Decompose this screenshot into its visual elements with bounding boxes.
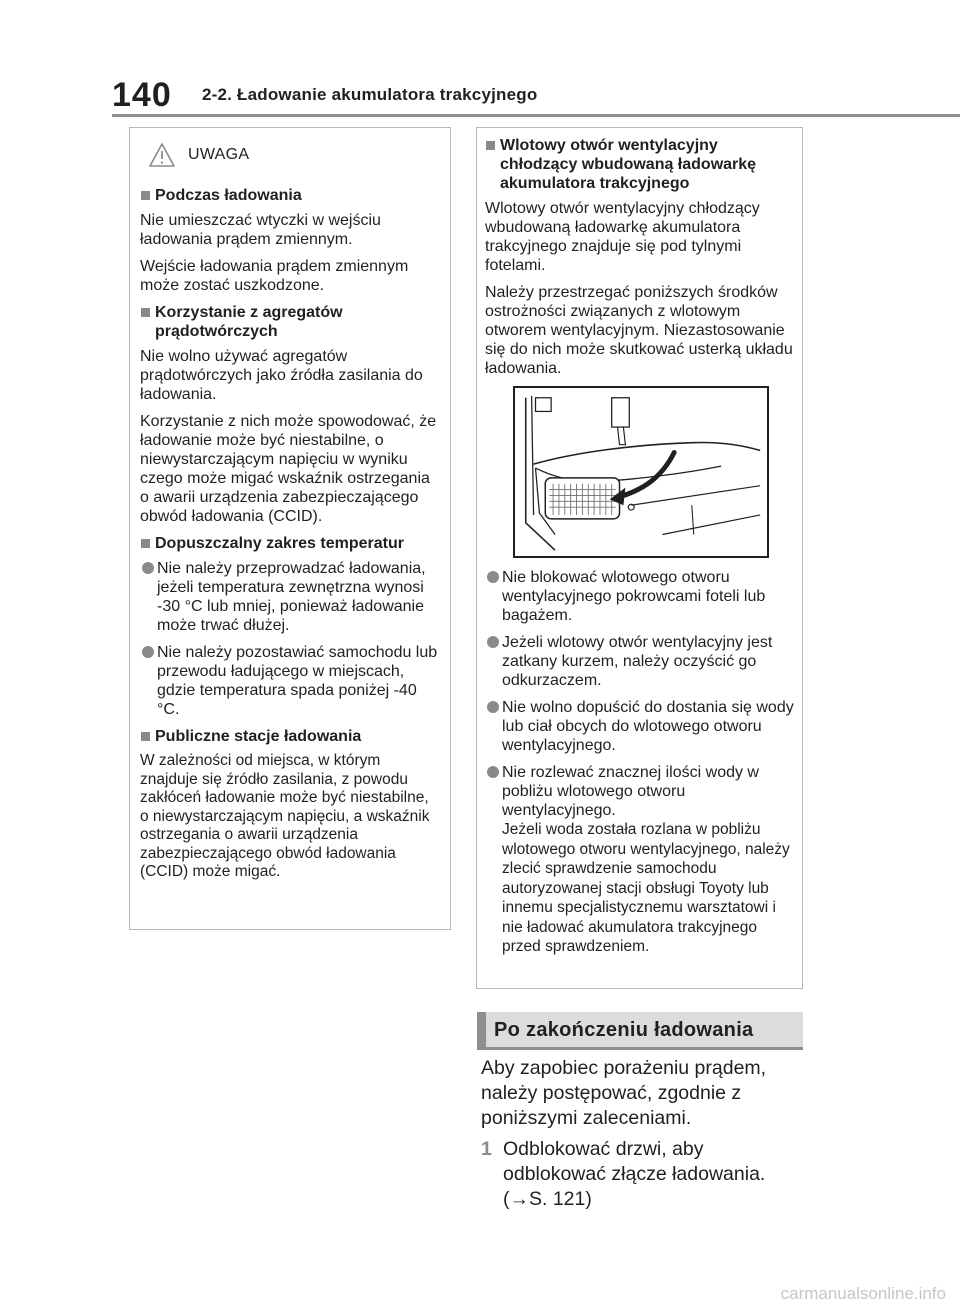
square-bullet-icon xyxy=(141,191,150,200)
list-item: Nie wolno dopuścić do dostania się wody lub ciał obcych do wlotowego otworu wentylacyjnego. xyxy=(485,698,794,755)
warning-triangle-icon xyxy=(148,142,176,168)
round-bullet-icon xyxy=(487,701,499,713)
paragraph: W zależności od miejsca, w którym znajduje się źródło zasilania, z powodu zakłóceń ładowanie może być niestabilne, o niewystarczającym napięciu, a wskaźnik ostrzegania o awarii urządzenia zabezpieczającego obwód ładowania (CCID) może migać. xyxy=(140,752,430,880)
round-bullet-icon xyxy=(142,646,154,658)
warning-box-right xyxy=(476,127,803,989)
page-number: 140 xyxy=(112,76,172,114)
round-bullet-icon xyxy=(487,571,499,583)
subheading: Wlotowy otwór wentylacyjny chłodzący wbudowaną ładowarkę akumulatora trakcyjnego xyxy=(485,136,794,193)
subheading: Podczas ładowania xyxy=(140,186,441,205)
list-item: Jeżeli wlotowy otwór wentylacyjny jest zatkany kurzem, należy oczyścić go odkurzaczem. xyxy=(485,633,794,690)
square-bullet-icon xyxy=(141,539,150,548)
list-item: Nie należy przeprowadzać ładowania, jeżeli temperatura zewnętrzna wynosi -30 °C lub mniej, ponieważ ładowanie może trwać dłużej. xyxy=(140,559,441,635)
round-bullet-icon xyxy=(487,636,499,648)
rear-seat-vent-illustration xyxy=(513,386,769,558)
chapter-title: 2-2. Ładowanie akumulatora trakcyjnego xyxy=(202,85,538,104)
square-bullet-icon xyxy=(486,141,495,150)
round-bullet-icon xyxy=(487,766,499,778)
paragraph: Nie wolno używać agregatów prądotwórczych jako źródła zasilania do ładowania. xyxy=(140,348,423,403)
list-item xyxy=(485,763,794,957)
list-item: Nie należy pozostawiać samochodu lub przewodu ładującego w miejscach, gdzie temperatura spada poniżej -40 °C. xyxy=(140,643,441,719)
page-header xyxy=(0,0,960,118)
header-rule xyxy=(112,114,960,117)
step-text: Odblokować drzwi, aby odblokować złącze ładowania. (→S. 121) xyxy=(503,1138,766,1210)
section-title: Po zakończeniu ładowania xyxy=(494,1019,754,1041)
watermark: carmanualsonline.info xyxy=(780,1284,946,1303)
step-number: 1 xyxy=(481,1138,492,1160)
warning-title: UWAGA xyxy=(188,146,250,163)
round-bullet-icon xyxy=(142,562,154,574)
paragraph: Wlotowy otwór wentylacyjny chłodzący wbudowaną ładowarkę akumulatora trakcyjnego znajduje się pod tylnymi fotelami. xyxy=(485,200,760,274)
warning-box-left xyxy=(129,127,451,930)
paragraph: Nie umieszczać wtyczki w wejściu ładowania prądem zmiennym. xyxy=(140,212,381,248)
paragraph: Należy przestrzegać poniższych środków ostrożności związanych z wlotowym otworem wentylacyjnym. Niezastosowanie się do nich może skutkować usterką układu ładowania. xyxy=(485,284,793,377)
list-item-text: Nie rozlewać znacznej ilości wody w pobliżu wlotowego otworu wentylacyjnego. xyxy=(502,764,759,819)
paragraph: Korzystanie z nich może spowodować, że ładowanie może być niestabilne, o niewystarczającym napięciu w wyniku czego może migać wskaźnik ostrzegania o awarii urządzenia zabezpieczającego obwód ładowania (CCID). xyxy=(140,413,437,525)
warning-header xyxy=(148,142,441,168)
step-item xyxy=(481,1137,811,1212)
list-item-note: Jeżeli woda została rozlana w pobliżu wlotowego otworu wentylacyjnego, należy zlecić sprawdzenie samochodu autoryzowanej stacji obsługi Toyoty lub innemu specjalistycznemu warsztatowi i nie ładować akumulatora trakcyjnego przed sprawdzeniem. xyxy=(502,821,790,955)
square-bullet-icon xyxy=(141,308,150,317)
square-bullet-icon xyxy=(141,732,150,741)
section-heading-bar xyxy=(477,1012,803,1050)
list-item: Nie blokować wlotowego otworu wentylacyjnego pokrowcami foteli lub bagażem. xyxy=(485,568,794,625)
section-intro: Aby zapobiec porażeniu prądem, należy postępować, zgodnie z poniższymi zaleceniami. xyxy=(481,1057,767,1129)
subheading: Dopuszczalny zakres temperatur xyxy=(140,534,441,553)
subheading: Korzystanie z agregatów prądotwórczych xyxy=(140,303,441,341)
paragraph: Wejście ładowania prądem zmiennym może zostać uszkodzone. xyxy=(140,258,409,294)
subheading: Publiczne stacje ładowania xyxy=(140,727,441,746)
section-body xyxy=(481,1056,811,1212)
